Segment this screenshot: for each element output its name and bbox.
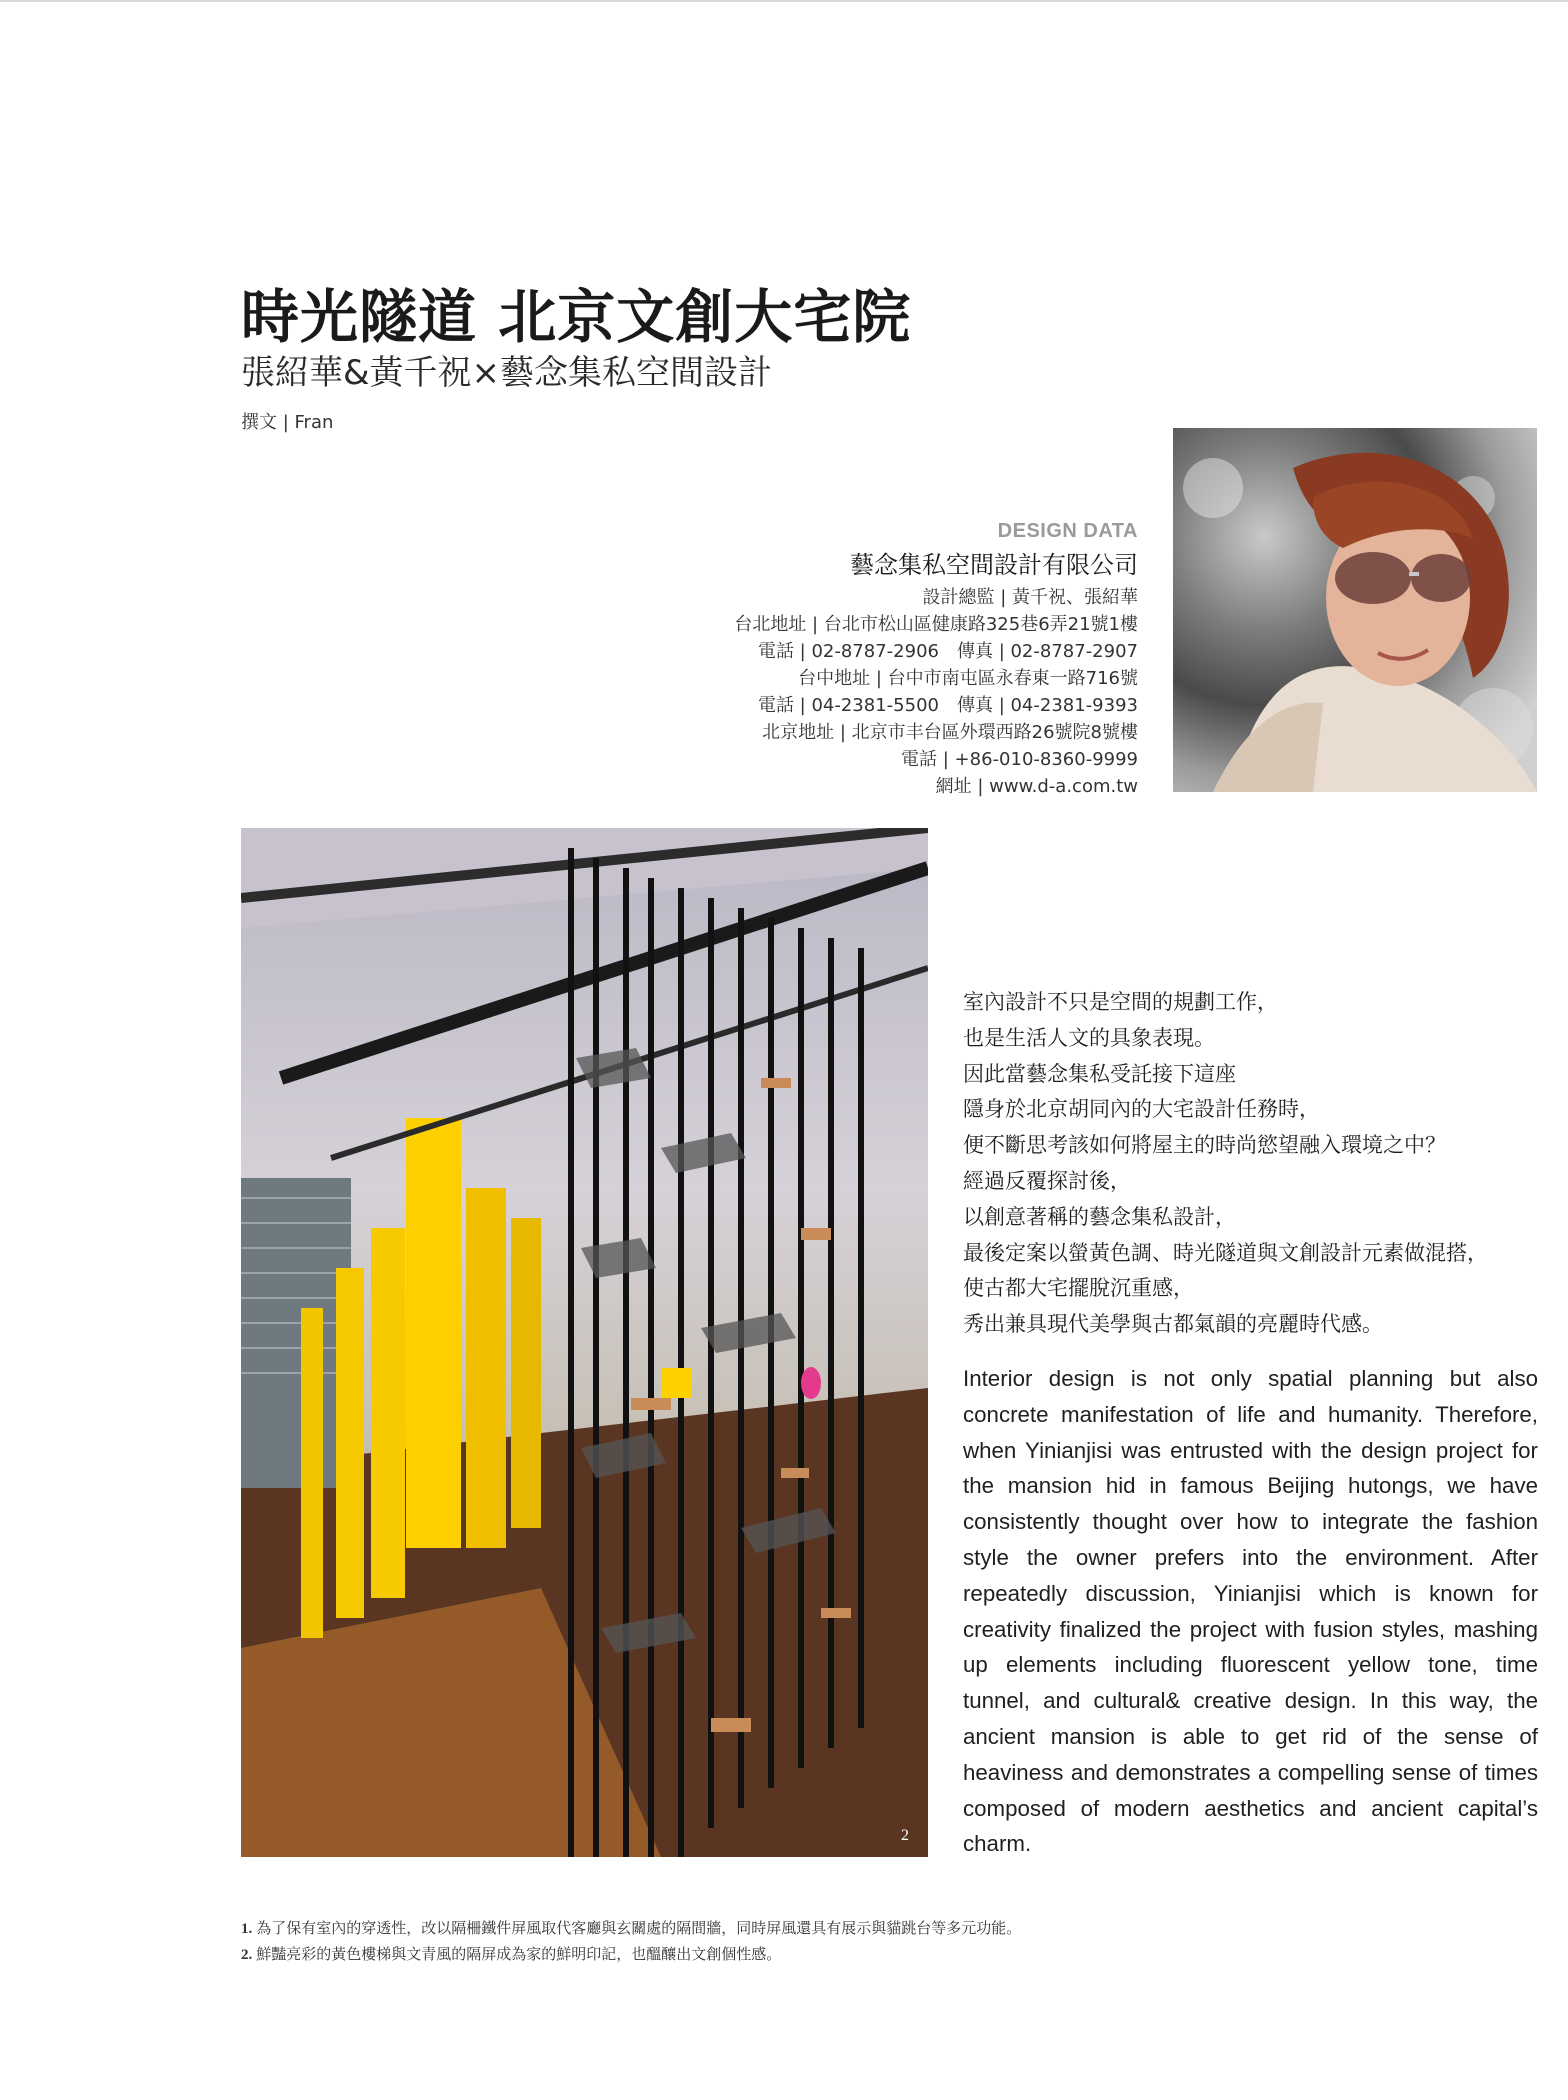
- interior-photo: [241, 828, 928, 1857]
- body-line: 以創意著稱的藝念集私設計，: [963, 1204, 1236, 1229]
- design-data-heading: DESIGN DATA: [997, 520, 1138, 542]
- photo-number: 2: [901, 1827, 909, 1844]
- design-data-line: 電話 | 04-2381-5500 傳真 | 04-2381-9393: [757, 695, 1138, 716]
- design-data-line: 北京地址 | 北京市丰台區外環西路26號院8號樓: [762, 722, 1138, 743]
- body-line: 最後定案以螢黃色調、時光隧道與文創設計元素做混搭，: [963, 1240, 1488, 1265]
- body-line: 秀出兼具現代美學與古都氣韻的亮麗時代感。: [963, 1312, 1383, 1337]
- caption-number: 1.: [241, 1921, 253, 1937]
- caption-text: 鮮豔亮彩的黃色樓梯與文青風的隔屏成為家的鮮明印記，也醞釀出文創個性感。: [256, 1945, 782, 1963]
- designer-portrait-photo: [1173, 428, 1537, 792]
- caption-number: 2.: [241, 1947, 253, 1963]
- interior-illustration: [241, 828, 928, 1857]
- design-data-line: 台北地址 | 台北市松山區健康路325巷6弄21號1樓: [734, 614, 1138, 635]
- article-byline: 撰文 | Fran: [241, 412, 334, 433]
- page-top-rule: [0, 0, 1568, 2]
- portrait-illustration: [1173, 428, 1537, 792]
- article-subtitle: 張紹華&黃千祝×藝念集私空間設計: [241, 353, 772, 393]
- design-data-line: 網址 | www.d-a.com.tw: [935, 776, 1138, 797]
- design-data-block: [734, 518, 1138, 800]
- article-title: 時光隧道 北京文創大宅院: [241, 283, 912, 351]
- caption-line: [241, 1916, 1021, 1942]
- body-line: 經過反覆探討後，: [963, 1168, 1131, 1193]
- body-line: 使古都大宅擺脫沉重感，: [963, 1276, 1194, 1301]
- photo-captions: [241, 1916, 1021, 1968]
- body-line: 隱身於北京胡同內的大宅設計任務時，: [963, 1097, 1320, 1122]
- design-data-line: 設計總監 | 黃千祝、張紹華: [922, 587, 1138, 608]
- design-data-line: 台中地址 | 台中市南屯區永春東一路716號: [798, 668, 1138, 689]
- body-line: 便不斷思考該如何將屋主的時尚慾望融入環境之中？: [963, 1133, 1446, 1158]
- body-line: 室內設計不只是空間的規劃工作，: [963, 990, 1278, 1014]
- design-data-line: 電話 | +86-010-8360-9999: [901, 749, 1138, 770]
- body-text-english: Interior design is not only spatial planning but also concrete manifestation of life and humanity. Therefore, when Yinianjisi was entrusted with the design project for the mansion hid in famous Beijing hutongs, we have consistently thought over how to integrate the fashion style the owner prefers into the environment. After repeatedly discussion, Yinianjisi which is known for creativity finalized the project with fusion styles, mashing up elements including fluorescent yellow tone, time tunnel, and cultural& creative design. In this way, the ancient mansion is able to get rid of the sense of heaviness and demonstrates a compelling sense of times composed of modern aesthetics and ancient capital’s charm.: [963, 1366, 1538, 1857]
- body-text-chinese: [963, 985, 1543, 1343]
- design-data-line: 電話 | 02-8787-2906 傳真 | 02-8787-2907: [757, 641, 1138, 662]
- body-line: 也是生活人文的具象表現。: [963, 1025, 1215, 1050]
- caption-line: [241, 1942, 1021, 1968]
- body-line: 因此當藝念集私受託接下這座: [963, 1061, 1236, 1086]
- caption-text: 為了保有室內的穿透性，改以隔柵鐵件屏風取代客廳與玄關處的隔間牆，同時屏風還具有展示與貓跳台等多元功能。: [256, 1919, 1022, 1937]
- design-company-name: 藝念集私空間設計有限公司: [850, 551, 1138, 579]
